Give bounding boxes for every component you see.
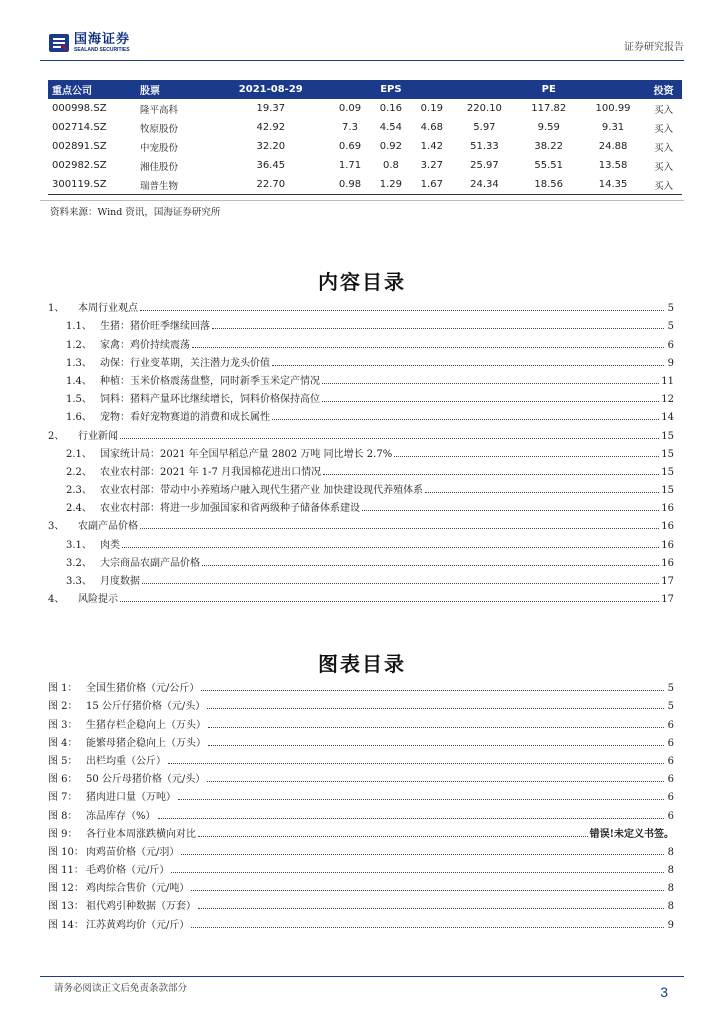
item-page: 6 — [667, 774, 674, 786]
item-title: 猪肉进口量（万吨） — [86, 792, 176, 804]
table-header-cell: 投资 — [645, 80, 682, 99]
item-page: 6 — [667, 792, 674, 804]
item-title: 全国生猪价格（元/公斤） — [86, 683, 200, 695]
dot-leader — [191, 889, 664, 891]
dot-leader — [323, 473, 659, 475]
table-cell: 51.33 — [470, 141, 499, 152]
table-cell: 22.70 — [212, 175, 330, 195]
item-number: 1.6、 — [66, 412, 92, 424]
figure-list-item[interactable] — [48, 840, 674, 858]
item-title: 家禽：鸡价持续震荡 — [100, 339, 190, 351]
item-page: 11 — [661, 375, 674, 387]
table-cell: 18.56 — [517, 175, 581, 195]
item-page: 8 — [667, 883, 674, 895]
table-cell: 24.34 — [452, 175, 516, 195]
table-cell: 0.98 — [330, 175, 371, 195]
dot-leader — [158, 817, 664, 819]
item-title: 农业农村部：带动中小养殖场户融入现代生猪产业 加快建设现代养殖体系 — [100, 485, 424, 497]
item-page: 5 — [667, 683, 674, 695]
toc-item[interactable] — [48, 551, 674, 569]
logo-mark-icon — [48, 32, 70, 54]
item-title: 行业新闻 — [78, 430, 118, 442]
table-row — [48, 175, 682, 195]
item-number: 2、 — [48, 430, 65, 442]
disclaimer-note: 请务必阅读正文后免责条款部分 — [54, 983, 188, 994]
table-cell: 002982.SZ — [52, 160, 107, 171]
figure-list-item[interactable] — [48, 767, 674, 785]
table-cell: 002891.SZ — [52, 141, 107, 152]
item-page: 12 — [661, 394, 674, 406]
table-header-cell — [452, 80, 516, 99]
item-number: 图 9： — [48, 828, 78, 840]
table-cell: 4.68 — [420, 122, 443, 133]
table-header-cell — [330, 80, 371, 99]
item-page: 17 — [661, 576, 674, 587]
dot-leader — [322, 382, 659, 384]
table-cell: 7.3 — [342, 122, 358, 133]
item-number: 1.1、 — [66, 321, 92, 333]
item-number: 图 3： — [48, 719, 78, 731]
figure-list-item[interactable] — [48, 822, 674, 840]
table-cell: 1.67 — [411, 175, 452, 195]
item-page: 6 — [667, 719, 674, 731]
dot-leader — [142, 582, 659, 584]
dot-leader — [201, 689, 664, 691]
item-page: 错误!未定义书签。 — [589, 828, 674, 840]
item-page: 5 — [667, 303, 674, 315]
item-number: 4、 — [48, 594, 65, 606]
toc-item[interactable] — [48, 351, 674, 369]
table-cell: 买入 — [654, 104, 674, 116]
dot-leader — [207, 780, 664, 782]
item-title: 农业农村部：2021 年 1-7 月我国棉花进出口情况 — [100, 466, 322, 478]
table-cell: 55.51 — [534, 160, 564, 171]
item-number: 2.4、 — [66, 503, 92, 515]
item-number: 3、 — [48, 521, 65, 533]
table-cell: 买入 — [654, 142, 674, 154]
dot-leader — [394, 455, 659, 457]
company-logo — [48, 32, 130, 54]
table-header-cell — [581, 80, 645, 99]
item-page: 5 — [667, 701, 674, 713]
item-page: 6 — [667, 810, 674, 822]
dot-leader — [120, 600, 659, 602]
item-number: 3.2、 — [66, 557, 92, 569]
table-cell: 0.16 — [379, 103, 403, 114]
table-cell: 5.97 — [473, 122, 496, 133]
table-cell: 9.31 — [601, 122, 625, 133]
item-page: 16 — [661, 503, 674, 515]
item-title: 国家统计局：2021 年全国早稻总产量 2802 万吨 同比增长 2.7% — [100, 448, 393, 460]
table-cell: 36.45 — [256, 160, 286, 171]
item-title: 种植：玉米价格震荡盘整，同时新季玉米定产情况 — [100, 375, 320, 387]
table-cell: 中宠股份 — [140, 142, 179, 154]
dot-leader — [425, 491, 659, 493]
figure-list-item[interactable] — [48, 894, 674, 912]
table-row — [48, 99, 682, 118]
item-title: 宠物：看好宠物赛道的消费和成长属性 — [100, 412, 270, 424]
dot-leader — [208, 726, 664, 728]
item-title: 50 公斤母猪价格（元/头） — [86, 774, 206, 786]
item-page: 15 — [661, 448, 674, 460]
figure-list-item[interactable] — [48, 676, 674, 694]
item-number: 3.3、 — [66, 576, 92, 587]
dot-leader — [168, 762, 664, 764]
table-cell: 0.8 — [382, 160, 399, 171]
item-title: 动保：行业变革期，关注潜力龙头价值 — [100, 357, 270, 369]
page-header — [40, 32, 684, 58]
dot-leader — [272, 418, 659, 420]
item-title: 生猪：猪价旺季继续回落 — [100, 321, 210, 333]
item-page: 16 — [661, 521, 674, 533]
dot-leader — [191, 926, 664, 928]
table-cell: 牧原股份 — [140, 123, 179, 135]
dot-leader — [171, 871, 664, 873]
item-number: 2.1、 — [66, 448, 92, 460]
item-title: 月度数据 — [100, 576, 140, 587]
dot-leader — [140, 309, 664, 311]
table-cell: 3.27 — [420, 160, 443, 171]
table-cell: 9.59 — [537, 122, 560, 133]
item-title: 本周行业观点 — [78, 303, 138, 315]
figure-list-item[interactable] — [48, 749, 674, 767]
toc-item[interactable] — [48, 514, 674, 532]
table-cell: 0.69 — [338, 141, 362, 152]
table-cell: 38.22 — [534, 141, 564, 152]
item-number: 图 6： — [48, 774, 78, 786]
dot-leader — [198, 835, 588, 837]
toc-item[interactable] — [48, 387, 674, 405]
item-title: 出栏均重（公斤） — [86, 755, 166, 767]
table-cell: 300119.SZ — [48, 175, 134, 195]
figure-list-item[interactable] — [48, 785, 674, 803]
item-title: 鸡肉综合售价（元/吨） — [86, 883, 190, 895]
dot-leader — [140, 527, 659, 529]
item-number: 图 7： — [48, 792, 78, 804]
table-cell: 买入 — [645, 175, 682, 195]
table-header-cell: 股票 — [134, 80, 212, 99]
item-title: 大宗商品农副产品价格 — [100, 557, 200, 569]
item-title: 15 公斤仔猪价格（元/头） — [86, 701, 206, 713]
toc-item[interactable] — [48, 569, 674, 587]
item-number: 图 13： — [48, 901, 84, 913]
dot-leader — [178, 798, 664, 800]
table-cell: 买入 — [654, 161, 674, 173]
item-page: 14 — [661, 412, 674, 424]
item-page: 9 — [667, 919, 674, 931]
toc-item[interactable] — [48, 369, 674, 387]
table-cell: 13.58 — [598, 160, 628, 171]
toc-item[interactable] — [48, 423, 674, 441]
item-page: 8 — [667, 901, 674, 913]
table-cell: 1.71 — [338, 160, 362, 171]
dot-leader — [192, 346, 664, 348]
dot-leader — [322, 400, 659, 402]
toc-item[interactable] — [48, 532, 674, 550]
toc-item[interactable] — [48, 442, 674, 460]
table-header-row — [48, 80, 682, 99]
figure-list-item[interactable] — [48, 731, 674, 749]
item-number: 2.2、 — [66, 466, 92, 478]
item-title: 饲料：猪料产量环比继续增长，饲料价格保持高位 — [100, 394, 320, 406]
item-page: 16 — [661, 539, 674, 551]
dot-leader — [181, 853, 664, 855]
item-title: 生猪存栏企稳向上（万头） — [86, 719, 206, 731]
table-header-cell: 2021-08-29 — [212, 80, 330, 99]
table-cell: 42.92 — [256, 122, 286, 133]
item-page: 15 — [661, 430, 674, 442]
table-cell: 25.97 — [470, 160, 499, 171]
table-cell: 19.37 — [256, 103, 286, 114]
item-number: 1.2、 — [66, 339, 92, 351]
item-page: 8 — [667, 865, 674, 877]
toc-item[interactable] — [48, 296, 674, 314]
item-title: 各行业本周涨跌横向对比 — [86, 828, 196, 840]
dot-leader — [198, 907, 664, 909]
table-cell: 24.88 — [598, 141, 628, 152]
table-cell: 4.54 — [379, 122, 403, 133]
table-cell: 买入 — [654, 123, 674, 135]
item-number: 图 8： — [48, 810, 78, 822]
item-page: 15 — [661, 485, 674, 497]
figure-list-item[interactable] — [48, 712, 674, 730]
report-type: 证券研究报告 — [624, 42, 684, 53]
table-cell: 1.42 — [420, 141, 443, 152]
table-cell: 1.29 — [370, 175, 411, 195]
table-cell: 14.35 — [581, 175, 645, 195]
item-title: 冻品库存（%） — [86, 810, 156, 822]
logo-text-en: SEALAND SECURITIES — [74, 46, 130, 53]
table-cell: 湘佳股份 — [140, 161, 179, 173]
figure-list-item[interactable] — [48, 876, 674, 894]
dot-leader — [208, 744, 664, 746]
item-number: 3.1、 — [66, 539, 92, 551]
table-cell: 32.20 — [256, 141, 286, 152]
item-title: 风险提示 — [78, 594, 118, 606]
item-number: 1.5、 — [66, 394, 92, 406]
table-cell: 隆平高科 — [140, 104, 179, 116]
table-row — [48, 156, 682, 175]
item-title: 肉鸡苗价格（元/羽） — [86, 846, 180, 858]
table-cell: 0.92 — [379, 141, 403, 152]
item-title: 能繁母猪企稳向上（万头） — [86, 737, 206, 749]
item-title: 祖代鸡引种数据（万套） — [86, 901, 196, 913]
figure-list-item[interactable] — [48, 912, 674, 930]
item-title: 毛鸡价格（元/斤） — [86, 865, 170, 877]
figure-list-item[interactable] — [48, 694, 674, 712]
table-cell: 瑞普生物 — [134, 175, 212, 195]
dot-leader — [362, 509, 659, 511]
key-companies-table — [48, 80, 682, 195]
item-number: 图 12： — [48, 883, 84, 895]
table-cell: 0.09 — [338, 103, 362, 114]
dot-leader — [207, 707, 664, 709]
item-number: 图 2： — [48, 701, 78, 713]
table-cell: 0.19 — [420, 103, 443, 114]
item-title: 农业农村部：将进一步加强国家和省两级种子储备体系建设 — [100, 503, 360, 515]
table-cell: 220.10 — [466, 103, 502, 114]
header-divider — [40, 60, 684, 61]
data-source: 资料来源：Wind 资讯，国海证券研究所 — [50, 207, 221, 218]
item-page: 15 — [661, 466, 674, 478]
toc-item[interactable] — [48, 332, 674, 350]
item-title: 江苏黄鸡均价（元/斤） — [86, 919, 190, 931]
item-number: 图 14： — [48, 919, 84, 931]
item-page: 9 — [667, 357, 674, 369]
toc-title: 内容目录 — [318, 270, 406, 294]
figure-list-item[interactable] — [48, 803, 674, 821]
item-title: 肉类 — [100, 539, 120, 551]
toc-item[interactable] — [48, 496, 674, 514]
dot-leader — [122, 546, 659, 548]
toc-item[interactable] — [48, 314, 674, 332]
item-page: 5 — [667, 321, 674, 333]
table-cell: 002714.SZ — [52, 122, 107, 133]
dot-leader — [202, 564, 659, 566]
item-page: 6 — [667, 339, 674, 351]
logo-text-cn: 国海证券 — [74, 31, 131, 47]
item-number: 2.3、 — [66, 485, 92, 497]
table-header-cell: 重点公司 — [48, 80, 134, 99]
item-page: 6 — [667, 737, 674, 749]
item-number: 图 10： — [48, 846, 84, 858]
item-number: 图 5： — [48, 755, 78, 767]
footer-divider — [40, 976, 684, 977]
toc-item[interactable] — [48, 405, 674, 423]
item-number: 1.4、 — [66, 375, 92, 387]
item-number: 1.3、 — [66, 357, 92, 369]
item-page: 6 — [667, 755, 674, 767]
table-row — [48, 137, 682, 156]
item-number: 图 1： — [48, 683, 78, 695]
dot-leader — [212, 327, 664, 329]
item-title: 农副产品价格 — [78, 521, 138, 533]
table-cell: 100.99 — [595, 103, 631, 114]
toc-item[interactable] — [48, 587, 674, 605]
toc-item[interactable] — [48, 460, 674, 478]
item-number: 图 4： — [48, 737, 78, 749]
dot-leader — [272, 364, 664, 366]
table-cell: 000998.SZ — [52, 103, 107, 114]
source-divider — [40, 200, 684, 201]
table-header-cell: PE — [517, 80, 581, 99]
item-number: 1、 — [48, 303, 65, 315]
table-cell: 117.82 — [531, 103, 567, 114]
page-number: 3 — [660, 984, 668, 1000]
item-page: 8 — [667, 846, 674, 858]
figures-list — [48, 676, 674, 931]
item-number: 图 11： — [48, 865, 84, 877]
figures-title: 图表目录 — [318, 652, 406, 676]
toc-item[interactable] — [48, 478, 674, 496]
table-header-cell: EPS — [370, 80, 411, 99]
toc-list — [48, 296, 674, 605]
table-row — [48, 118, 682, 137]
item-page: 17 — [661, 594, 674, 606]
table-header-cell — [411, 80, 452, 99]
figure-list-item[interactable] — [48, 858, 674, 876]
dot-leader — [120, 437, 659, 439]
item-page: 16 — [661, 557, 674, 569]
